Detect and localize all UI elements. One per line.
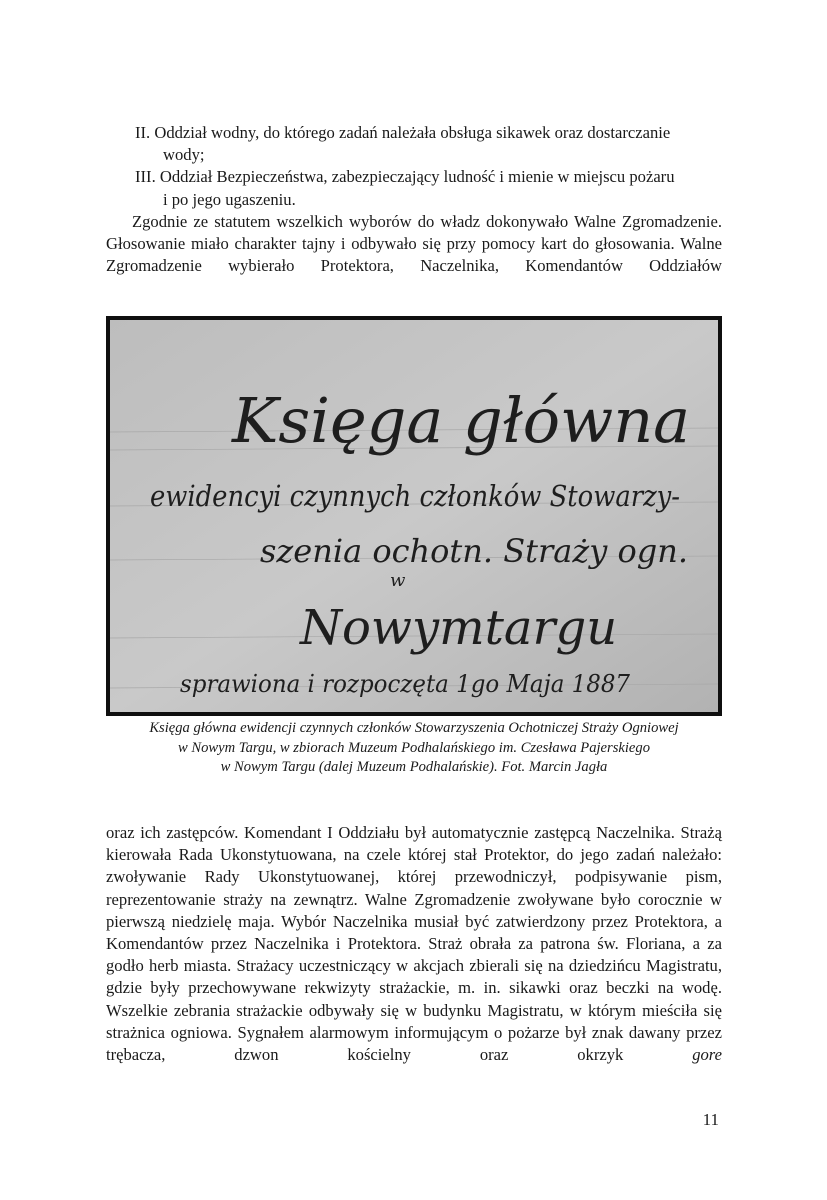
caption-line: w Nowym Targu, w zbiorach Muzeum Podhalańskiego im. Czesława Pajerskiego bbox=[178, 739, 650, 756]
handwriting-line: szenia ochotn. Straży ogn. bbox=[260, 532, 688, 570]
bottom-text-block bbox=[106, 822, 722, 1066]
list-item-text: III. Oddział Bezpieczeństwa, zabezpieczający ludność i mienie w miejscu pożaru bbox=[135, 167, 675, 187]
handwriting-town: Nowymtargu bbox=[300, 600, 618, 656]
ledger-page-image bbox=[110, 320, 718, 712]
list-item-text: II. Oddział wodny, do którego zadań należała obsługa sikawek oraz dostarczanie bbox=[135, 123, 671, 142]
top-text-block bbox=[106, 122, 722, 277]
list-item-oddzial-bezpieczenstwa bbox=[106, 166, 722, 210]
list-item-oddzial-wodny bbox=[106, 122, 722, 166]
photo-caption bbox=[106, 719, 722, 778]
handwriting-line: sprawiona i rozpoczęta 1go Maja 1887 bbox=[180, 670, 631, 698]
caption-line: w Nowym Targu (dalej Muzeum Podhalańskie). Fot. Marcin Jagła bbox=[220, 759, 608, 776]
paragraph-text: oraz ich zastępców. Komendant I Oddziału był automatycznie zastępcą Naczelnika. Strażą kierowała Rada Ukonstytuowana, na czele której stał Protektor, do jego zadań należało: zwoływanie Rady Ukonstytuowanej, której przewodniczył, podpisywanie pism, reprezentowanie straży na zewnątrz. Walne Zgromadzenie zwoływane było corocznie w pierwszą niedzielę maja. Wybór Naczelnika musiał być zatwierdzony przez Protektora, a Komendantów przez Naczelnika i Protektora. Straż obrała za patrona św. Floriana, a za godło herb miasta. Strażacy uczestniczący w akcjach zbierali się na dziedzińcu Magistratu, gdzie były przechowywane rekwizyty strażackie, m. in. sikawki oraz beczki na wodę. Wszelkie zebrania strażackie odbywały się w budynku Magistratu, w którym mieściła się strażnica ogniowa. Sygnałem alarmowym informującym o pożarze był znak dawany przez trębacza, dzwon kościelny oraz okrzyk bbox=[106, 823, 722, 1065]
emphasis-word: gore bbox=[692, 1045, 723, 1065]
handwriting-title: Księga główna bbox=[232, 384, 691, 457]
paragraph-organization bbox=[106, 822, 722, 1066]
caption-line: Księga główna ewidencji czynnych członków Stowarzyszenia Ochotniczej Straży Ogniowej bbox=[149, 720, 679, 736]
ledger-photo bbox=[106, 316, 722, 716]
handwriting-line: ewidencyi czynnych członków Stowarzy- bbox=[150, 479, 680, 513]
paragraph-statute: Zgodnie ze statutem wszelkich wyborów do władz dokonywało Walne Zgromadzenie. Głosowanie miało charakter tajny i odbywało się przy pomocy kart do głosowania. Walne Zgromadzenie wybierało Protektora, Naczelnika, Komendantów Oddziałów bbox=[106, 211, 722, 276]
page-number: 11 bbox=[702, 1110, 719, 1129]
handwriting-line: w bbox=[390, 570, 406, 591]
list-item-continuation: wody; bbox=[163, 145, 205, 165]
list-item-continuation: i po jego ugaszeniu. bbox=[163, 189, 296, 209]
